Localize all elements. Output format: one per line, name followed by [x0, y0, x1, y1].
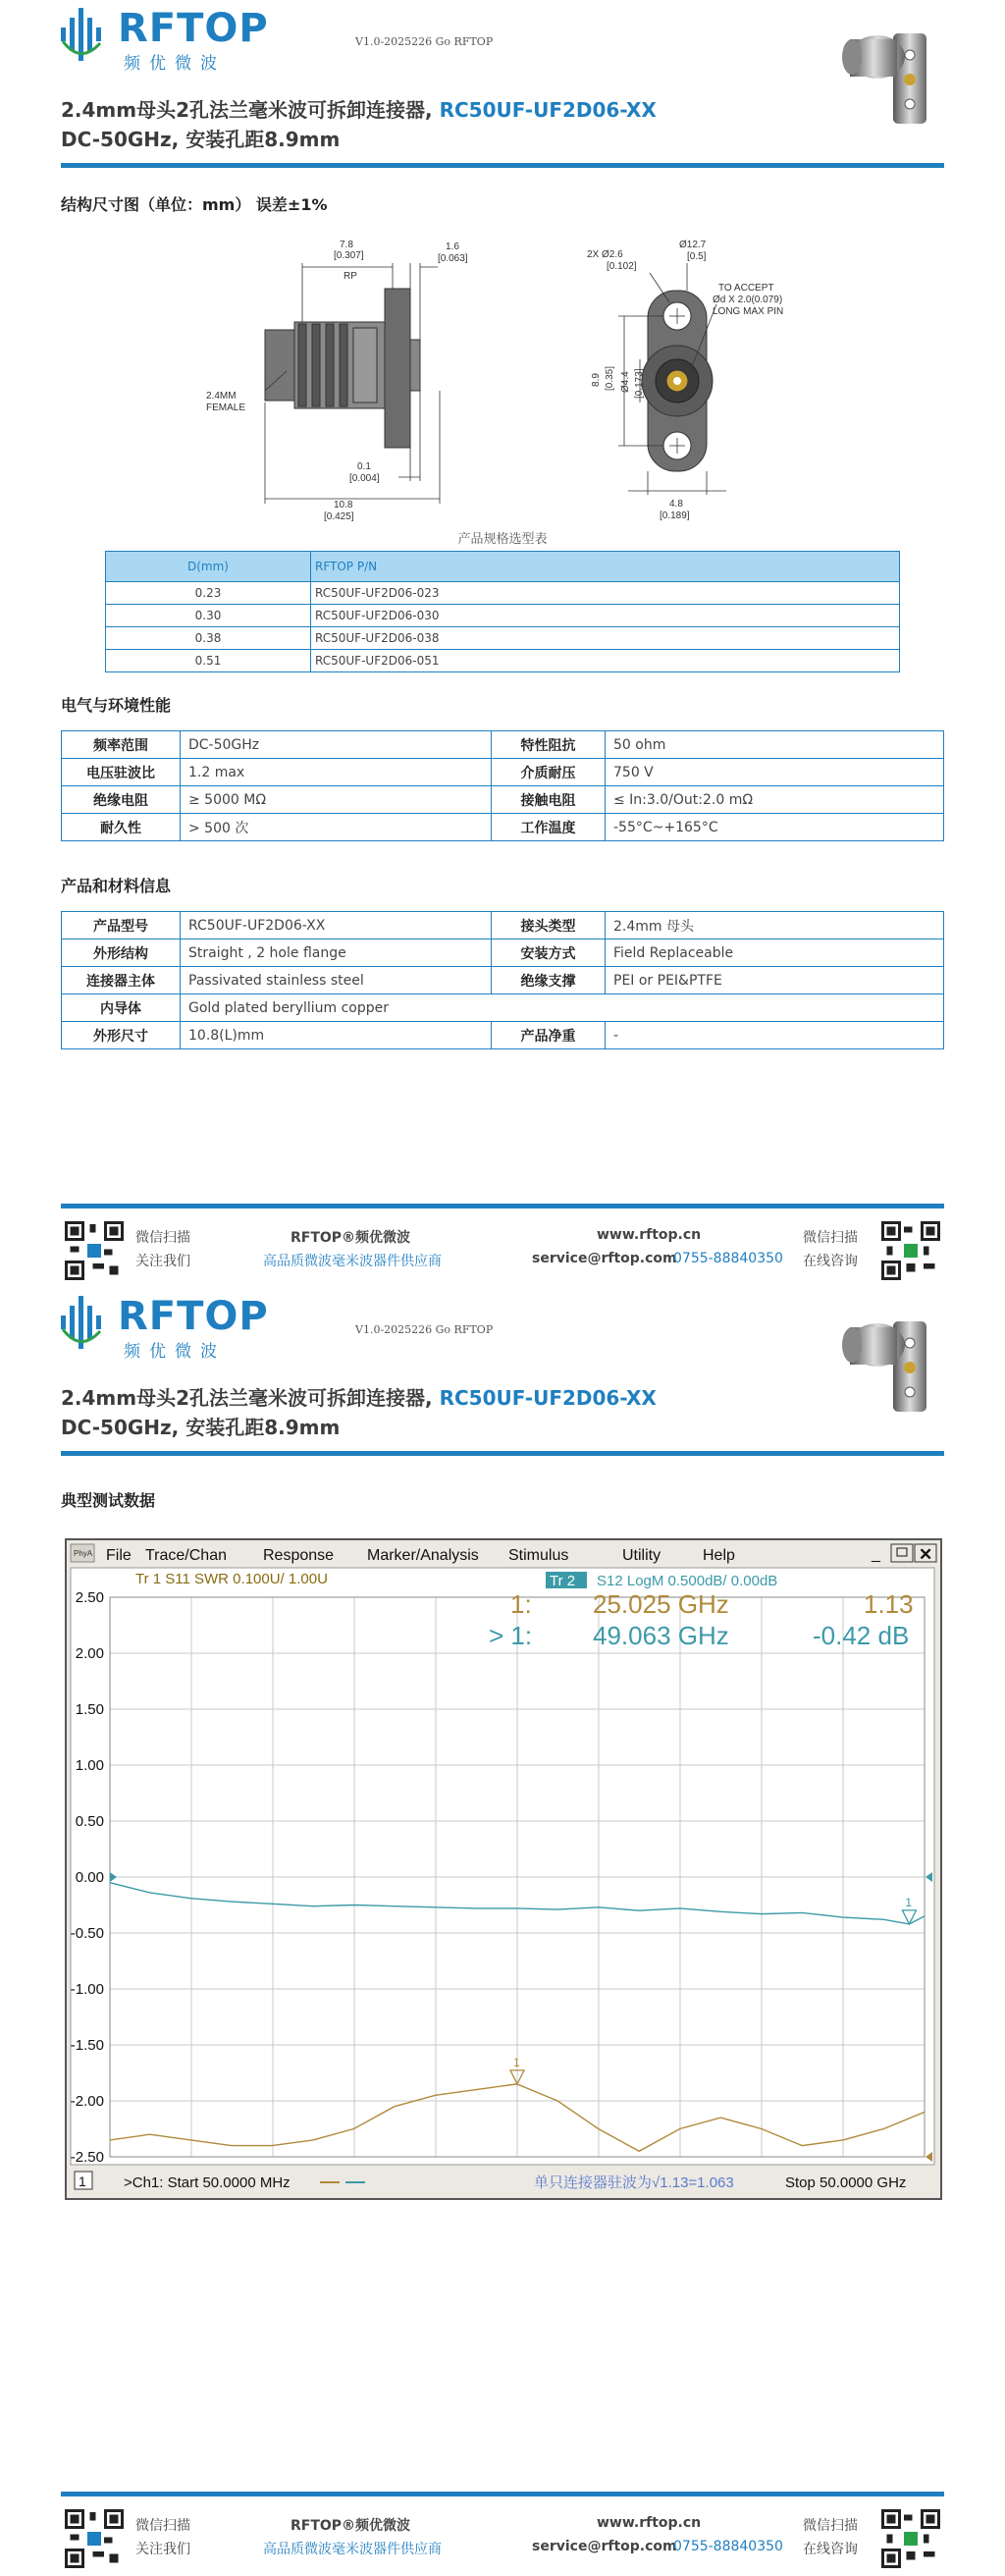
section-electrical-title: 电气与环境性能 [61, 696, 172, 715]
y-tick-label: 0.00 [75, 1869, 104, 1886]
dim-1-6: 1.6 [446, 242, 459, 252]
spec-value: ≥ 5000 MΩ [181, 786, 492, 814]
follow-label: 关注我们 [135, 1254, 190, 1269]
spec-value: - [606, 1022, 944, 1049]
y-tick-label: -2.50 [70, 2149, 104, 2166]
spec-label: 介质耐压 [492, 759, 606, 786]
wechat-scan-label: 微信扫描 [135, 1230, 190, 1246]
stop-frequency: Stop 50.0000 GHz [785, 2174, 907, 2191]
cell-pn: RC50UF-UF2D06-038 [311, 627, 900, 650]
logo-wordmark: RFTOP [118, 1294, 269, 1339]
email-link[interactable]: service@rftop.com [532, 2539, 677, 2554]
electrical-spec-table [61, 730, 944, 841]
qr-code-icon [881, 1221, 940, 1280]
start-frequency: >Ch1: Start 50.0000 MHz [124, 2174, 291, 2191]
cell-pn: RC50UF-UF2D06-030 [311, 605, 900, 627]
product-subtitle: DC-50GHz, 安装孔距8.9mm [61, 1416, 341, 1439]
wechat-scan-label: 微信扫描 [135, 2518, 190, 2534]
table-row [62, 786, 944, 814]
logo-wave-icon [61, 4, 116, 65]
menu-item-tracechan[interactable]: Trace/Chan [145, 1547, 227, 1564]
wechat-scan-label-right: 微信扫描 [803, 1230, 858, 1246]
spec-value: Gold plated beryllium copper [181, 994, 944, 1022]
y-tick-label: -1.50 [70, 2037, 104, 2054]
y-tick-label: 0.50 [75, 1813, 104, 1830]
y-tick-label: -1.00 [70, 1981, 104, 1998]
marker2-value: -0.42 dB [813, 1621, 910, 1650]
spec-value: 750 V [606, 759, 944, 786]
vna-badge: PhyA [74, 1549, 93, 1558]
marker2-label: > 1: [489, 1621, 533, 1650]
table-row [106, 582, 900, 605]
dim-10-8: 10.8 [334, 500, 353, 510]
cell-d: 0.51 [106, 650, 311, 672]
qr-code-icon [65, 2509, 124, 2568]
product-photo [836, 1302, 944, 1420]
table-row [62, 1022, 944, 1049]
spec-value: Straight , 2 hole flange [181, 939, 492, 967]
spec-value: Passivated stainless steel [181, 967, 492, 994]
dim-7-8: 7.8 [340, 240, 353, 250]
dim-holes-in: [0.102] [607, 261, 637, 272]
footer-rule [61, 2492, 944, 2496]
spec-value: RC50UF-UF2D06-XX [181, 912, 492, 939]
footer [61, 1215, 944, 1284]
menu-item-stimulus[interactable]: Stimulus [508, 1547, 569, 1564]
dim-8-9: 8.9 [591, 373, 602, 387]
rftop-logo [61, 1288, 267, 1365]
col-header-pn: RFTOP P/N [311, 552, 900, 582]
front-view [587, 240, 783, 521]
vna-screenshot [65, 1538, 942, 2200]
company-name: RFTOP®频优微波 [291, 1230, 411, 1246]
cell-pn: RC50UF-UF2D06-023 [311, 582, 900, 605]
table-row [62, 939, 944, 967]
note-accept-2: Ød X 2.0(0.079) [713, 295, 783, 305]
cell-d: 0.23 [106, 582, 311, 605]
marker1-freq: 25.025 GHz [593, 1589, 729, 1619]
menu-item-utility[interactable]: Utility [622, 1547, 661, 1564]
section-test-title: 典型测试数据 [61, 1491, 156, 1510]
spec-label: 连接器主体 [62, 967, 181, 994]
spec-label: 电压驻波比 [62, 759, 181, 786]
y-tick-label: 1.50 [75, 1701, 104, 1718]
note-accept-1: TO ACCEPT [718, 283, 774, 294]
product-title: 2.4mm母头2孔法兰毫米波可拆卸连接器, RC50UF-UF2D06-XX [61, 1386, 657, 1410]
company-name: RFTOP®频优微波 [291, 2518, 411, 2534]
table-row [62, 759, 944, 786]
part-number: RC50UF-UF2D06-XX [439, 98, 657, 122]
material-spec-table [61, 911, 944, 1049]
wechat-scan-label-right: 微信扫描 [803, 2518, 858, 2534]
rftop-logo [61, 0, 267, 77]
table-header-row [106, 552, 900, 582]
spec-label: 绝缘支撑 [492, 967, 606, 994]
marker1-value: 1.13 [864, 1589, 914, 1619]
spec-label: 外形尺寸 [62, 1022, 181, 1049]
dim-dia-0-5: [0.5] [687, 251, 707, 262]
table-row [62, 731, 944, 759]
datasheet-page-2 [0, 1288, 1005, 2576]
table-row [62, 967, 944, 994]
phone-number: 0755-88840350 [673, 2539, 783, 2554]
marker1-number: 1 [513, 2055, 520, 2069]
dim-4-4: Ø4.4 [620, 371, 631, 393]
part-number: RC50UF-UF2D06-XX [439, 1386, 657, 1410]
dim-rp: RP [344, 271, 357, 282]
menu-item-markeranalysis[interactable]: Marker/Analysis [367, 1547, 479, 1564]
trace2-badge: Tr 2 [550, 1573, 576, 1589]
col-header-d: D(mm) [106, 552, 311, 582]
channel-number: 1 [79, 2174, 86, 2189]
dim-0-063: [0.063] [438, 253, 468, 264]
dim-0-189: [0.189] [660, 510, 690, 521]
spec-label: 安装方式 [492, 939, 606, 967]
y-tick-label: -2.00 [70, 2093, 104, 2110]
y-tick-label: 2.00 [75, 1645, 104, 1662]
svg-text:✕: ✕ [919, 1545, 933, 1564]
table-row [62, 912, 944, 939]
dim-0-425: [0.425] [324, 511, 354, 522]
slogan: 高品质微波毫米波器件供应商 [263, 2542, 442, 2557]
table-row [106, 627, 900, 650]
dim-0-004: [0.004] [349, 473, 380, 484]
menu-item-response[interactable]: Response [263, 1547, 335, 1564]
spec-label: 外形结构 [62, 939, 181, 967]
spec-value: 2.4mm 母头 [606, 912, 944, 939]
dim-holes: 2X Ø2.6 [587, 249, 623, 260]
website-link[interactable]: www.rftop.cn [597, 1227, 702, 1243]
product-subtitle: DC-50GHz, 安装孔距8.9mm [61, 128, 341, 151]
follow-label: 关注我们 [135, 2542, 190, 2557]
cell-d: 0.38 [106, 627, 311, 650]
qr-code-icon [881, 2509, 940, 2568]
dim-0-1: 0.1 [357, 461, 371, 472]
spec-value: 1.2 max [181, 759, 492, 786]
spec-label: 接头类型 [492, 912, 606, 939]
spec-value: PEI or PEI&PTFE [606, 967, 944, 994]
spec-label: 耐久性 [62, 814, 181, 841]
qr-code-icon [65, 1221, 124, 1280]
spec-value: ≤ In:3.0/Out:2.0 mΩ [606, 786, 944, 814]
menu-item-file[interactable]: File [106, 1547, 132, 1564]
vswr-note: 单只连接器驻波为√1.13=1.063 [534, 2174, 734, 2191]
website-link[interactable]: www.rftop.cn [597, 2515, 702, 2531]
label-2-4mm: 2.4MM [206, 391, 237, 402]
product-photo [836, 14, 944, 132]
spec-label: 产品净重 [492, 1022, 606, 1049]
cell-pn: RC50UF-UF2D06-051 [311, 650, 900, 672]
header-rule [61, 163, 944, 168]
section-drawing-title: 结构尺寸图（单位：mm） 误差±1% [61, 195, 328, 214]
spec-label: 频率范围 [62, 731, 181, 759]
table-row [62, 994, 944, 1022]
y-tick-label: 2.50 [75, 1589, 104, 1606]
minimize-icon[interactable]: _ [872, 1546, 880, 1563]
trace1-label: Tr 1 S11 SWR 0.100U/ 1.00U [135, 1571, 328, 1587]
footer [61, 2503, 944, 2572]
phone-number: 0755-88840350 [673, 1251, 783, 1266]
spec-label: 内导体 [62, 994, 181, 1022]
dim-0-35: [0.35] [605, 365, 615, 391]
online-consult-label: 在线咨询 [803, 2542, 858, 2557]
cell-d: 0.30 [106, 605, 311, 627]
side-view [206, 240, 468, 522]
email-link[interactable]: service@rftop.com [532, 1251, 677, 1266]
dimension-drawing [196, 234, 824, 528]
logo-wave-icon [61, 1292, 116, 1353]
header-rule [61, 1451, 944, 1456]
spec-label: 特性阻抗 [492, 731, 606, 759]
marker2-freq: 49.063 GHz [593, 1621, 729, 1650]
spec-value: Field Replaceable [606, 939, 944, 967]
note-accept-3: LONG MAX PIN [713, 306, 784, 317]
label-female: FEMALE [206, 402, 246, 413]
y-tick-label: -0.50 [70, 1925, 104, 1942]
logo-wordmark: RFTOP [118, 6, 269, 51]
logo-chinese-name: 频优微波 [124, 1342, 226, 1362]
part-number-table [105, 551, 900, 672]
spec-label: 产品型号 [62, 912, 181, 939]
vna-status-bar [71, 2169, 934, 2194]
table-row [62, 814, 944, 841]
y-tick-label: 1.00 [75, 1757, 104, 1774]
spec-value: > 500 次 [181, 814, 492, 841]
spec-value: 10.8(L)mm [181, 1022, 492, 1049]
marker1-label: 1: [510, 1589, 532, 1619]
spec-label: 工作温度 [492, 814, 606, 841]
spec-value: -55°C~+165°C [606, 814, 944, 841]
section-material-title: 产品和材料信息 [61, 877, 172, 895]
online-consult-label: 在线咨询 [803, 1254, 858, 1269]
logo-chinese-name: 频优微波 [124, 54, 226, 74]
svg-text:FileTrace/ChanResponseMarker/A [106, 1547, 735, 1564]
product-title: 2.4mm母头2孔法兰毫米波可拆卸连接器, RC50UF-UF2D06-XX [61, 98, 657, 122]
menu-item-help[interactable]: Help [703, 1547, 735, 1564]
spec-value: 50 ohm [606, 731, 944, 759]
marker2-number: 1 [905, 1895, 913, 1909]
slogan: 高品质微波毫米波器件供应商 [263, 1254, 442, 1269]
dim-0-307: [0.307] [334, 250, 364, 261]
pn-table-caption: 产品规格选型表 [457, 532, 548, 547]
spec-label: 接触电阻 [492, 786, 606, 814]
footer-rule [61, 1204, 944, 1208]
dim-4-8: 4.8 [669, 499, 683, 510]
version-label: V1.0-2025226 Go RFTOP [355, 35, 494, 48]
dim-0-173: [0.173] [634, 368, 645, 399]
table-row [106, 650, 900, 672]
spec-label: 绝缘电阻 [62, 786, 181, 814]
trace2-label: S12 LogM 0.500dB/ 0.00dB [597, 1573, 778, 1589]
table-row [106, 605, 900, 627]
spec-value: DC-50GHz [181, 731, 492, 759]
version-label: V1.0-2025226 Go RFTOP [355, 1323, 494, 1336]
dim-dia-12-7: Ø12.7 [679, 240, 707, 250]
